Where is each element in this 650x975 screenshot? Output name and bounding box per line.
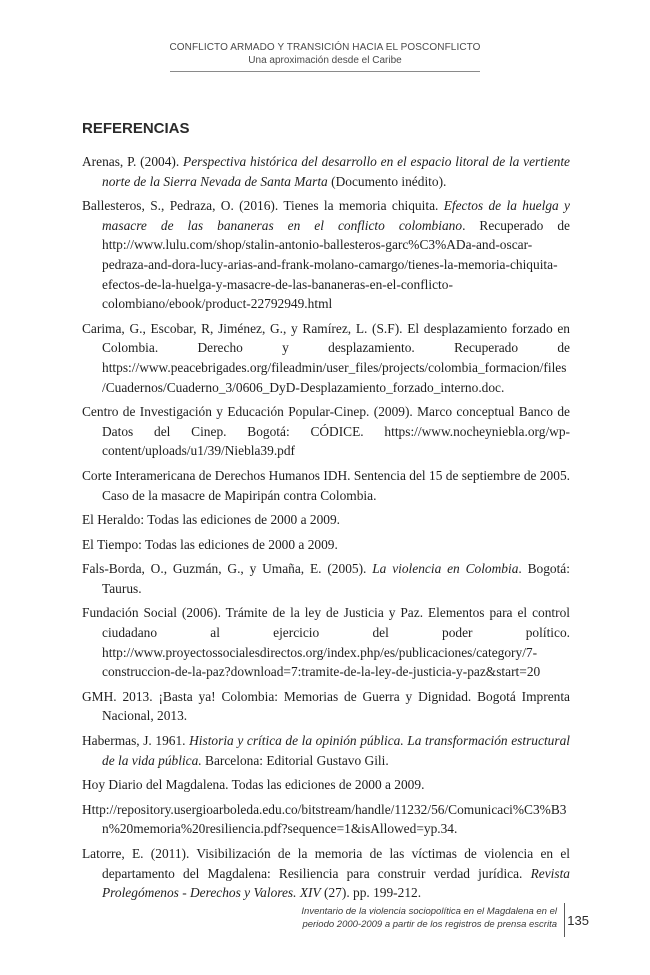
- running-footer: [260, 905, 595, 945]
- page-number: 135: [567, 913, 589, 928]
- running-header: [0, 42, 650, 72]
- header-book-subtitle: Una aproximación desde el Caribe: [248, 55, 402, 66]
- footer-line-2: periodo 2000-2009 a partir de los registros de prensa escrita: [302, 919, 557, 930]
- reference-entry: GMH. 2013. ¡Basta ya! Colombia: Memorias de Guerra y Dignidad. Bogotá Imprenta Nacional, 2013.: [82, 688, 570, 724]
- references-list: [82, 152, 570, 908]
- footer-chapter-title: [287, 905, 557, 931]
- reference-entry: El Heraldo: Todas las ediciones de 2000 a 2009.: [82, 512, 341, 528]
- reference-entry: Corte Interamericana de Derechos Humanos IDH. Sentencia del 15 de septiembre de 2005. Caso de la masacre de Mapiripán contra Colombia.: [82, 467, 570, 503]
- reference-entry: Ballesteros, S., Pedraza, O. (2016). Tienes la memoria chiquita. Efectos de la huelga y masacre de las bananeras en el conflicto colombiano. Recuperado de http://www.lulu.com/shop/stalin-antonio-ballesteros-garc%C3%ADa-and-oscar-pedraza-and-dora-lucy-arias-and-frank-molano-camargo/tienes-la-memoria-chiquita-efectos-de-la-huelga-y-masacre-de-las-bananeras-en-el-conflicto-colombiano/ebook/product-22792949.html: [82, 198, 571, 312]
- reference-entry: Hoy Diario del Magdalena. Todas las ediciones de 2000 a 2009.: [82, 777, 425, 793]
- reference-entry: Http://repository.usergioarboleda.edu.co/bitstream/handle/11232/56/Comunicaci%C3%B3n%20memoria%20resiliencia.pdf?sequence=1&isAllowed=yp.34.: [82, 801, 567, 837]
- reference-entry: Centro de Investigación y Educación Popular-Cinep. (2009). Marco conceptual Banco de Datos del Cinep. Bogotá: CÓDICE. https://www.nocheyniebla.org/wp-content/uploads/u1/39/Niebla39.pdf: [82, 404, 570, 459]
- section-title: REFERENCIAS: [82, 120, 190, 137]
- reference-entry: Latorre, E. (2011). Visibilización de la memoria de las víctimas de violencia en el departamento del Magdalena: Resiliencia para construir verdad jurídica. Revista Prolegómenos - Derechos y Valores. XIV (27). pp. 199-212.: [82, 846, 570, 901]
- header-book-title: CONFLICTO ARMADO Y TRANSICIÓN HACIA EL POSCONFLICTO: [169, 42, 481, 53]
- reference-entry: Fundación Social (2006). Trámite de la ley de Justicia y Paz. Elementos para el control ciudadano al ejercicio del poder político. http://www.proyectossocialesdirectos.org/index.php/es/publicaciones/category/7-construccion-de-la-paz?download=7:tramite-de-la-ley-de-justicia-y-paz&start=20: [82, 605, 570, 680]
- footer-divider: [564, 903, 565, 937]
- header-rule: [170, 71, 480, 72]
- reference-entry: Fals-Borda, O., Guzmán, G., y Umaña, E. (2005). La violencia en Colombia. Bogotá: Taurus.: [82, 561, 570, 596]
- reference-entry: Arenas, P. (2004). Perspectiva histórica del desarrollo en el espacio litoral de la vertiente norte de la Sierra Nevada de Santa Marta (Documento inédito).: [82, 154, 571, 189]
- footer-line-1: Inventario de la violencia sociopolítica en el Magdalena en el: [301, 906, 557, 917]
- reference-entry: Carima, G., Escobar, R, Jiménez, G., y Ramírez, L. (S.F). El desplazamiento forzado en Colombia. Derecho y desplazamiento. Recuperado de https://www.peacebrigades.org/fileadmin/user_files/projects/colombia_formacion/files/Cuadernos/Cuaderno_3/0606_DyD-Desplazamiento_forzado_interno.doc.: [82, 320, 570, 395]
- reference-entry: Habermas, J. 1961. Historia y crítica de la opinión pública. La transformación estructural de la vida pública. Barcelona: Editorial Gustavo Gili.: [82, 733, 570, 768]
- reference-entry: El Tiempo: Todas las ediciones de 2000 a 2009.: [82, 536, 338, 552]
